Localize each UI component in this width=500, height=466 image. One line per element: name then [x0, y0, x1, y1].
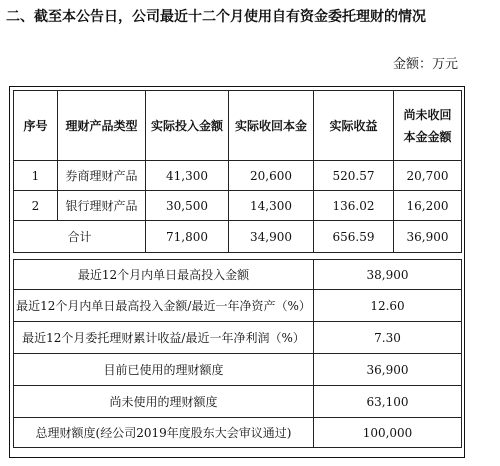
- header-income: 实际收益: [314, 91, 394, 161]
- table-header-row: [14, 91, 462, 161]
- section-title: 二、截至本公告日，公司最近十二个月使用自有资金委托理财的情况: [6, 9, 426, 25]
- report-table-frame: [9, 86, 465, 458]
- total-recovered: 34,900: [229, 221, 314, 253]
- row-outstanding: 16,200: [394, 191, 462, 221]
- total-income: 656.59: [314, 221, 394, 253]
- total-invested: 71,800: [146, 221, 229, 253]
- table-row: [14, 161, 462, 191]
- summary-row: [14, 354, 462, 386]
- unit-label: 金额：万元: [392, 57, 458, 72]
- summary-label: 尚未使用的理财额度: [14, 386, 314, 418]
- row-invested: 30,500: [146, 191, 229, 221]
- summary-value: 7.30: [314, 322, 462, 354]
- summary-label: 最近12个月委托理财累计收益/最近一年净利润（%）: [14, 322, 314, 354]
- summary-label: 最近12个月内单日最高投入金额: [14, 260, 314, 290]
- summary-row: [14, 322, 462, 354]
- summary-row: [14, 386, 462, 418]
- row-income: 136.02: [314, 191, 394, 221]
- total-label: 合计: [14, 221, 146, 253]
- summary-value: 36,900: [314, 354, 462, 386]
- table-row: [14, 191, 462, 221]
- header-type: 理财产品类型: [58, 91, 146, 161]
- row-type: 银行理财产品: [58, 191, 146, 221]
- row-outstanding: 20,700: [394, 161, 462, 191]
- summary-table: [13, 259, 462, 448]
- summary-value: 63,100: [314, 386, 462, 418]
- investment-table: [13, 90, 462, 253]
- summary-label: 最近12个月内单日最高投入金额/最近一年净资产（%）: [14, 290, 314, 322]
- row-no: 1: [14, 161, 58, 191]
- row-recovered: 14,300: [229, 191, 314, 221]
- summary-value: 38,900: [314, 260, 462, 290]
- summary-row: [14, 418, 462, 448]
- row-income: 520.57: [314, 161, 394, 191]
- row-recovered: 20,600: [229, 161, 314, 191]
- header-recovered: 实际收回本金: [229, 91, 314, 161]
- total-outstanding: 36,900: [394, 221, 462, 253]
- row-type: 券商理财产品: [58, 161, 146, 191]
- header-outstanding-line1: 尚未收回: [403, 107, 452, 122]
- total-row: [14, 221, 462, 253]
- header-no: 序号: [14, 91, 58, 161]
- summary-row: [14, 260, 462, 290]
- header-outstanding: [394, 91, 462, 161]
- row-invested: 41,300: [146, 161, 229, 191]
- summary-label: 总理财额度(经公司2019年度股东大会审议通过): [14, 418, 314, 448]
- summary-value: 100,000: [314, 418, 462, 448]
- summary-value: 12.60: [314, 290, 462, 322]
- summary-label: 目前已使用的理财额度: [14, 354, 314, 386]
- header-outstanding-line2: 本金金额: [403, 129, 452, 144]
- summary-row: [14, 290, 462, 322]
- row-no: 2: [14, 191, 58, 221]
- header-invested: 实际投入金额: [146, 91, 229, 161]
